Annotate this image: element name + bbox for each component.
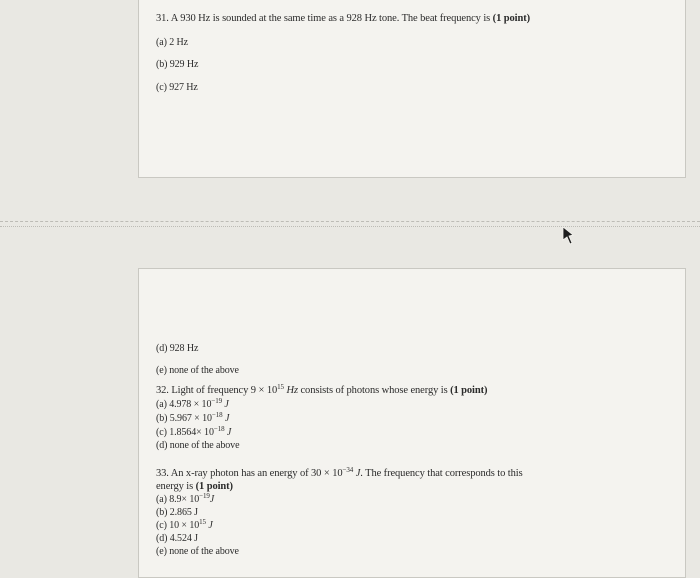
q33-option-a[interactable] — [156, 494, 214, 505]
q32-option-c-unit: J — [226, 427, 232, 438]
question-33-points: (1 point) — [195, 481, 233, 492]
q31-option-d[interactable]: (d) 928 Hz — [156, 343, 199, 354]
q32-option-a-unit: J — [224, 399, 229, 410]
question-33-text-a: 33. An x-ray photon has an energy of 30 × 10 — [156, 468, 343, 479]
q33-option-a-exp: −19 — [199, 492, 210, 500]
q33-option-a-unit: J — [209, 494, 215, 505]
question-33-stem-cont — [156, 481, 233, 492]
q32-option-a[interactable] — [156, 399, 229, 410]
q31-option-e[interactable]: (e) none of the above — [156, 365, 239, 376]
q32-option-c-exp: −18 — [213, 425, 225, 433]
question-33-text-b: . The frequency that corresponds to this — [360, 468, 523, 479]
mouse-pointer-icon — [561, 226, 575, 246]
q33-option-c-text: (c) 10 × 10 — [156, 520, 200, 531]
q32-option-b-exp: −18 — [211, 411, 223, 419]
page-divider-dotted — [0, 226, 700, 227]
question-32-exponent: 15 — [277, 383, 284, 391]
q33-option-d[interactable]: (d) 4.524 J — [156, 533, 198, 544]
question-panel-top — [138, 0, 686, 178]
question-31-text: 31. A 930 Hz is sounded at the same time as a 928 Hz tone. The beat frequency is — [156, 13, 493, 24]
q31-option-a[interactable]: (a) 2 Hz — [156, 37, 188, 48]
question-32-text-a: 32. Light of frequency 9 × 10 — [156, 385, 278, 396]
question-32-unit: Hz — [286, 385, 298, 396]
q33-option-e[interactable]: (e) none of the above — [156, 546, 239, 557]
q32-option-c-text: (c) 1.8564× 10 — [156, 427, 214, 438]
q33-option-a-text: (a) 8.9× 10 — [156, 494, 200, 505]
q32-option-b[interactable] — [156, 413, 229, 424]
q32-option-b-text: (b) 5.967 × 10 — [156, 413, 212, 424]
q33-option-c-exp: 15 — [199, 518, 206, 526]
q32-option-c[interactable] — [156, 427, 231, 438]
question-32-stem — [156, 385, 487, 396]
q32-option-d[interactable]: (d) none of the above — [156, 440, 240, 451]
page-divider — [0, 221, 700, 222]
question-33-unit: J — [355, 468, 361, 479]
q33-option-c-unit: J — [208, 520, 213, 531]
q33-option-c[interactable] — [156, 520, 213, 531]
question-31-points: (1 point) — [492, 13, 530, 24]
question-31-stem — [156, 13, 530, 24]
q32-option-b-unit: J — [224, 413, 230, 424]
question-33-stem — [156, 468, 523, 479]
question-32-points: (1 point) — [450, 385, 488, 396]
q31-option-c[interactable]: (c) 927 Hz — [156, 82, 198, 93]
question-33-exponent: −34 — [342, 466, 354, 474]
question-32-text-b: consists of photons whose energy is — [297, 385, 451, 396]
q31-option-b[interactable]: (b) 929 Hz — [156, 59, 199, 70]
q32-option-a-exp: −19 — [211, 397, 222, 405]
q33-option-b[interactable]: (b) 2.865 J — [156, 507, 198, 518]
q32-option-a-text: (a) 4.978 × 10 — [156, 399, 212, 410]
question-33-text-c: energy is — [156, 481, 196, 492]
